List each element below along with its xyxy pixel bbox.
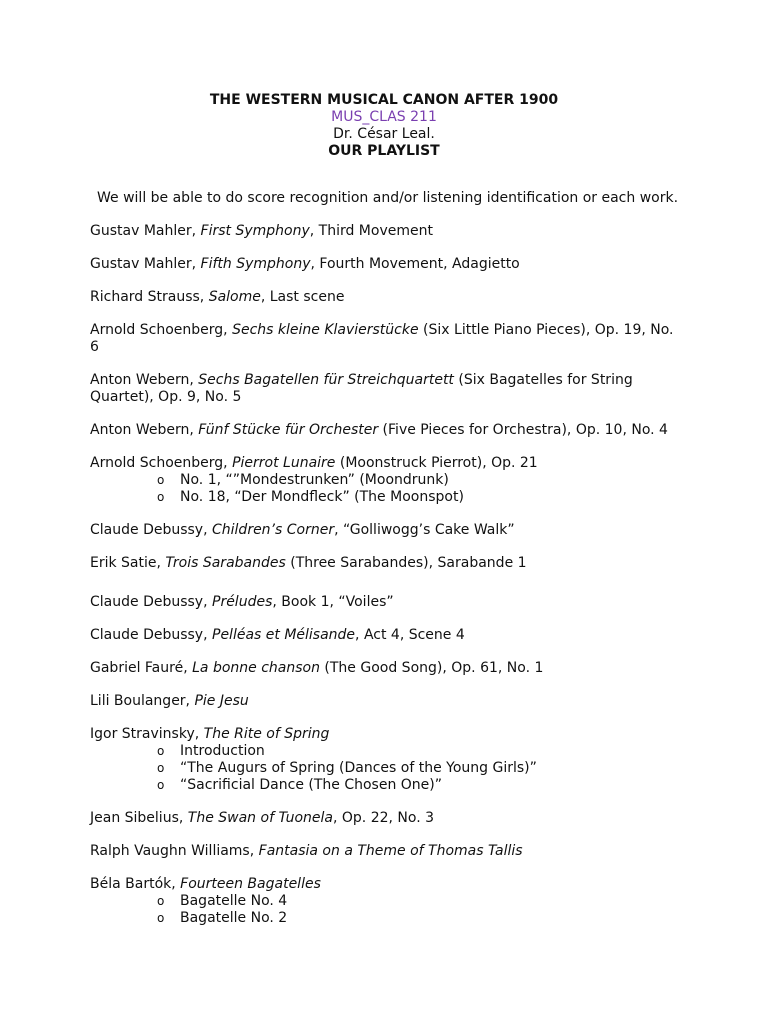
entry-line xyxy=(90,289,680,306)
playlist-entry xyxy=(90,372,680,406)
movement-item xyxy=(90,489,680,506)
work-title: Préludes xyxy=(212,594,273,610)
playlist-entry xyxy=(90,726,680,794)
circle-bullet-icon: o xyxy=(157,473,165,487)
composer-name: Béla Bartók, xyxy=(90,876,181,892)
movement-label: No. 18, “Der Mondfleck” (The Moonspot) xyxy=(180,489,464,505)
playlist-entry xyxy=(90,693,680,710)
entry-line xyxy=(90,223,680,240)
entry-line xyxy=(90,455,680,472)
composer-name: Arnold Schoenberg, xyxy=(90,322,233,338)
work-title: The Swan of Tuonela xyxy=(187,810,333,826)
movement-label: Bagatelle No. 4 xyxy=(180,893,288,909)
work-title: The Rite of Spring xyxy=(203,726,330,742)
work-title: Pie Jesu xyxy=(194,693,249,709)
instructor-name: Dr. César Leal. xyxy=(333,126,435,142)
composer-name: Gustav Mahler, xyxy=(90,256,201,272)
circle-bullet-icon: o xyxy=(157,778,165,792)
movement-item xyxy=(90,893,680,910)
entry-line xyxy=(90,693,680,710)
playlist-entry xyxy=(90,555,680,572)
entry-line xyxy=(90,372,680,406)
entry-line xyxy=(90,876,680,893)
work-title: First Symphony xyxy=(200,223,310,239)
course-code: MUS_CLAS 211 xyxy=(331,109,437,125)
playlist-entry xyxy=(90,422,680,439)
composer-name: Claude Debussy, xyxy=(90,522,212,538)
entry-line xyxy=(90,843,680,860)
entry-line xyxy=(90,522,680,539)
entry-line xyxy=(90,594,680,611)
work-title: Trois Sarabandes xyxy=(165,555,286,571)
composer-name: Erik Satie, xyxy=(90,555,166,571)
circle-bullet-icon: o xyxy=(157,894,165,908)
composer-name: Lili Boulanger, xyxy=(90,693,195,709)
playlist-entry xyxy=(90,256,680,273)
work-details: , Fourth Movement, Adagietto xyxy=(310,256,520,272)
composer-name: Anton Webern, xyxy=(90,422,199,438)
circle-bullet-icon: o xyxy=(157,761,165,775)
circle-bullet-icon: o xyxy=(157,490,165,504)
intro-paragraph: We will be able to do score recognition and/or listening identification or each work. xyxy=(97,190,679,206)
work-details: (Six Little Piano Pieces), Op. 19, No. 6 xyxy=(90,322,674,355)
composer-name: Richard Strauss, xyxy=(90,289,209,305)
playlist-entry xyxy=(90,627,680,644)
playlist-entry xyxy=(90,322,680,356)
composer-name: Anton Webern, xyxy=(90,372,199,388)
playlist-entry xyxy=(90,522,680,539)
entry-line xyxy=(90,322,680,356)
document-title: THE WESTERN MUSICAL CANON AFTER 1900 xyxy=(209,92,559,108)
work-title: Fourteen Bagatelles xyxy=(180,876,321,892)
work-title: Fantasia on a Theme of Thomas Tallis xyxy=(258,843,523,859)
work-details: , Book 1, “Voiles” xyxy=(272,594,394,610)
playlist-entry xyxy=(90,223,680,240)
work-details: (The Good Song), Op. 61, No. 1 xyxy=(319,660,544,676)
composer-name: Claude Debussy, xyxy=(90,627,212,643)
circle-bullet-icon: o xyxy=(157,744,165,758)
entry-line xyxy=(90,627,680,644)
work-details: , Op. 22, No. 3 xyxy=(333,810,435,826)
composer-name: Arnold Schoenberg, xyxy=(90,455,233,471)
document-header xyxy=(0,92,768,160)
circle-bullet-icon: o xyxy=(157,911,165,925)
playlist-entry xyxy=(90,843,680,860)
work-title: Pelléas et Mélisande xyxy=(212,627,356,643)
entry-line xyxy=(90,660,680,677)
works-list xyxy=(90,223,680,927)
playlist-entry xyxy=(90,876,680,927)
composer-name: Gustav Mahler, xyxy=(90,223,201,239)
movement-label: No. 1, “”Mondestrunken” (Moondrunk) xyxy=(180,472,449,488)
composer-name: Igor Stravinsky, xyxy=(90,726,204,742)
composer-name: Jean Sibelius, xyxy=(90,810,188,826)
work-title: Fifth Symphony xyxy=(200,256,311,272)
movement-list xyxy=(90,743,680,794)
playlist-entry xyxy=(90,660,680,677)
work-title: Pierrot Lunaire xyxy=(232,455,336,471)
work-title: Sechs kleine Klavierstücke xyxy=(232,322,419,338)
movement-item xyxy=(90,777,680,794)
work-details: , “Golliwogg’s Cake Walk” xyxy=(334,522,515,538)
playlist-entry xyxy=(90,810,680,827)
work-details: (Three Sarabandes), Sarabande 1 xyxy=(285,555,527,571)
entry-line xyxy=(90,810,680,827)
entry-line xyxy=(90,422,680,439)
movement-list xyxy=(90,472,680,506)
work-details: (Moonstruck Pierrot), Op. 21 xyxy=(335,455,538,471)
playlist-content xyxy=(90,190,680,943)
work-details: , Last scene xyxy=(260,289,345,305)
composer-name: Gabriel Fauré, xyxy=(90,660,193,676)
work-title: Children’s Corner xyxy=(212,522,335,538)
entry-line xyxy=(90,555,680,572)
work-details: , Third Movement xyxy=(309,223,433,239)
movement-item xyxy=(90,910,680,927)
entry-line xyxy=(90,726,680,743)
work-details: , Act 4, Scene 4 xyxy=(355,627,465,643)
movement-label: Introduction xyxy=(180,743,265,759)
movement-item xyxy=(90,760,680,777)
composer-name: Ralph Vaughn Williams, xyxy=(90,843,259,859)
work-title: Sechs Bagatellen für Streichquartett xyxy=(198,372,454,388)
movement-label: “The Augurs of Spring (Dances of the Young Girls)” xyxy=(180,760,537,776)
playlist-entry xyxy=(90,594,680,611)
work-title: Salome xyxy=(208,289,261,305)
playlist-heading: OUR PLAYLIST xyxy=(328,143,440,159)
movement-item xyxy=(90,472,680,489)
work-title: Fünf Stücke für Orchester xyxy=(198,422,379,438)
movement-list xyxy=(90,893,680,927)
entry-line xyxy=(90,256,680,273)
playlist-entry xyxy=(90,289,680,306)
work-details: (Six Bagatelles for String Quartet), Op. 9, No. 5 xyxy=(90,372,633,405)
playlist-entry xyxy=(90,455,680,506)
movement-item xyxy=(90,743,680,760)
work-details: (Five Pieces for Orchestra), Op. 10, No. 4 xyxy=(378,422,668,438)
movement-label: Bagatelle No. 2 xyxy=(180,910,288,926)
movement-label: “Sacrificial Dance (The Chosen One)” xyxy=(180,777,442,793)
composer-name: Claude Debussy, xyxy=(90,594,212,610)
work-title: La bonne chanson xyxy=(192,660,320,676)
